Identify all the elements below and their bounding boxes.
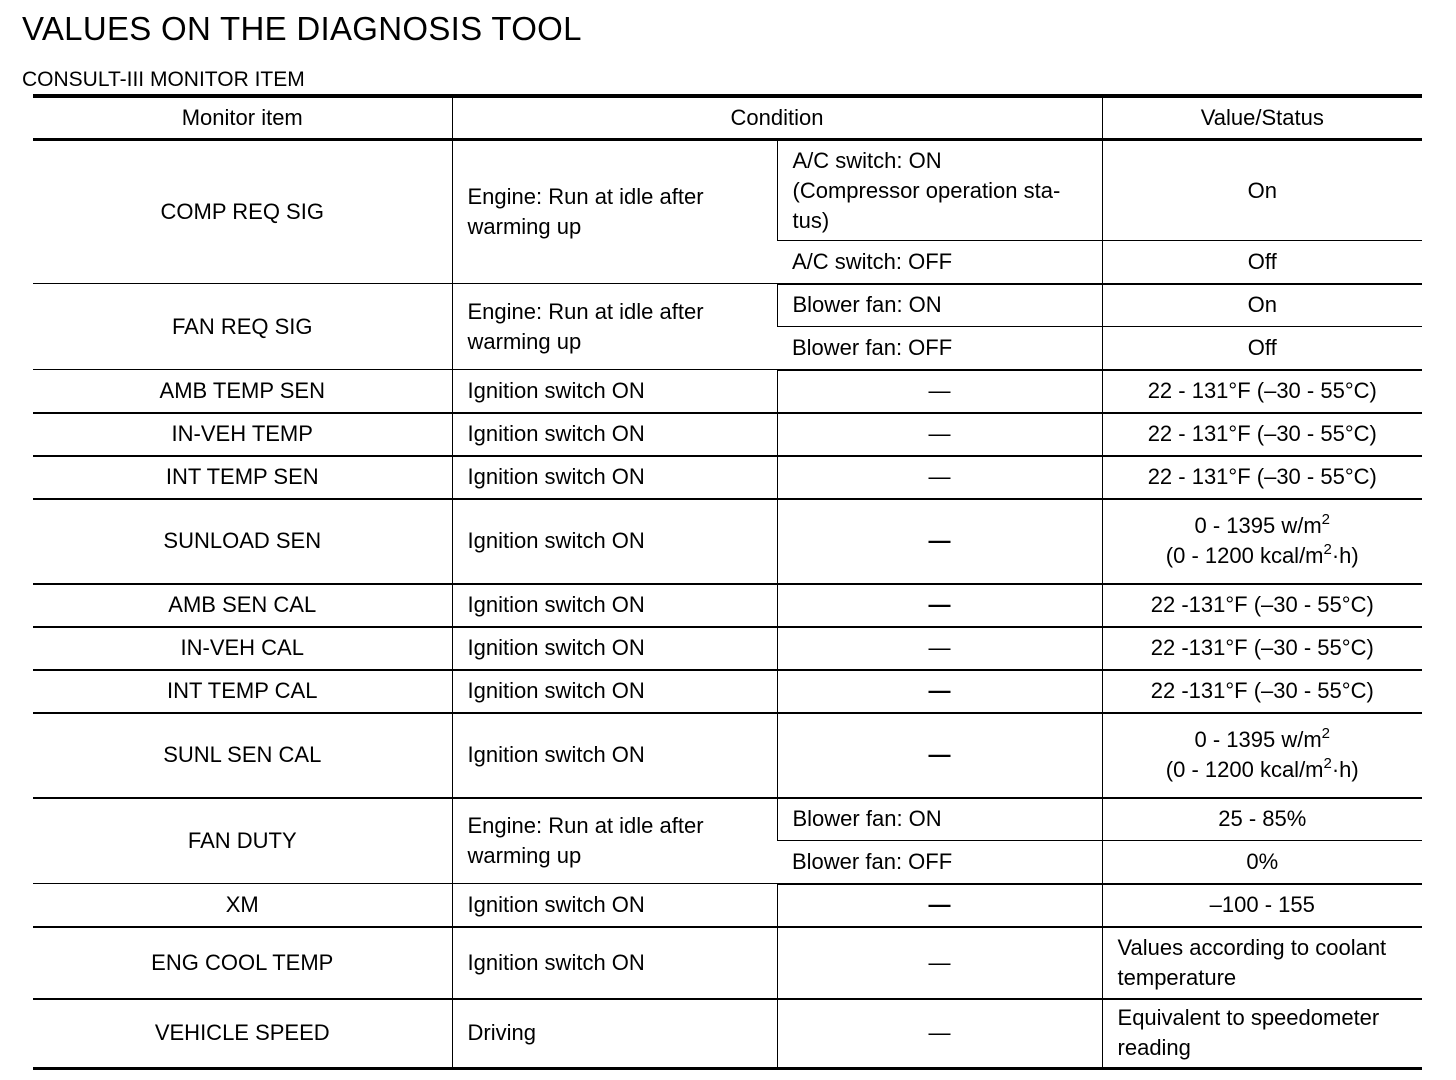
- table-row-fan-req-sig: [33, 284, 1422, 327]
- item-cell: SUNL SEN CAL: [33, 713, 452, 798]
- item-cell: XM: [33, 884, 452, 927]
- sub-condition-cell: [777, 140, 1102, 241]
- sub-condition-cell: A/C switch: OFF: [777, 241, 1102, 284]
- item-cell: IN-VEH CAL: [33, 627, 452, 670]
- condition-cell: Ignition switch ON: [452, 413, 777, 456]
- value-text: ·h): [1331, 543, 1359, 568]
- header-monitor-item: Monitor item: [33, 98, 452, 140]
- condition-cell: Engine: Run at idle after warming up: [452, 140, 777, 284]
- sub-condition-cell: —: [777, 584, 1102, 627]
- value-cell: On: [1102, 140, 1422, 241]
- condition-cell: Ignition switch ON: [452, 627, 777, 670]
- value-text: (0 - 1200 kcal/m: [1165, 543, 1324, 568]
- sub-condition-cell: —: [777, 499, 1102, 584]
- condition-cell: Ignition switch ON: [452, 670, 777, 713]
- item-cell: IN-VEH TEMP: [33, 413, 452, 456]
- section-title: CONSULT-III MONITOR ITEM: [22, 68, 305, 91]
- condition-cell: Ignition switch ON: [452, 456, 777, 499]
- sub-condition-line: (Compressor operation sta-: [792, 177, 1061, 203]
- superscript: 2: [1321, 724, 1331, 742]
- sub-condition-cell: —: [777, 627, 1102, 670]
- item-cell: INT TEMP SEN: [33, 456, 452, 499]
- value-cell: 0%: [1102, 841, 1422, 884]
- item-cell: FAN REQ SIG: [33, 284, 452, 370]
- sub-condition-cell: —: [777, 713, 1102, 798]
- sub-condition-cell: —: [777, 999, 1102, 1069]
- value-cell: Off: [1102, 327, 1422, 370]
- item-cell: ENG COOL TEMP: [33, 927, 452, 999]
- condition-cell: Ignition switch ON: [452, 584, 777, 627]
- value-cell: [1102, 499, 1422, 584]
- item-cell: INT TEMP CAL: [33, 670, 452, 713]
- sub-condition-line: tus): [792, 207, 830, 233]
- superscript: 2: [1321, 510, 1331, 528]
- item-cell: SUNLOAD SEN: [33, 499, 452, 584]
- table-row-xm: [33, 884, 1422, 927]
- value-cell: 22 - 131°F (–30 - 55°C): [1102, 413, 1422, 456]
- condition-cell: Ignition switch ON: [452, 713, 777, 798]
- value-cell: 22 -131°F (–30 - 55°C): [1102, 627, 1422, 670]
- value-text: 0 - 1395 w/m: [1194, 513, 1322, 538]
- monitor-item-table: [33, 98, 1422, 1070]
- value-cell: –100 - 155: [1102, 884, 1422, 927]
- value-text: ·h): [1331, 757, 1359, 782]
- value-text: (0 - 1200 kcal/m: [1165, 757, 1324, 782]
- item-cell: COMP REQ SIG: [33, 140, 452, 284]
- value-text: 0 - 1395 w/m: [1194, 727, 1322, 752]
- sub-condition-cell: Blower fan: ON: [777, 284, 1102, 327]
- value-line: [1118, 511, 1408, 541]
- item-cell: AMB SEN CAL: [33, 584, 452, 627]
- condition-cell: Ignition switch ON: [452, 927, 777, 999]
- table-row-amb-sen-cal: [33, 584, 1422, 627]
- superscript: 2: [1323, 754, 1332, 772]
- value-cell: 22 -131°F (–30 - 55°C): [1102, 584, 1422, 627]
- value-cell: 25 - 85%: [1102, 798, 1422, 841]
- condition-cell: Ignition switch ON: [452, 499, 777, 584]
- table-row-sunload-sen: [33, 499, 1422, 584]
- table-row-comp-req-sig: [33, 140, 1422, 241]
- condition-cell: Engine: Run at idle after warming up: [452, 284, 777, 370]
- value-cell: Equivalent to speedometer reading: [1102, 999, 1422, 1069]
- sub-condition-cell: Blower fan: ON: [777, 798, 1102, 841]
- value-cell: 22 -131°F (–30 - 55°C): [1102, 670, 1422, 713]
- condition-cell: Ignition switch ON: [452, 370, 777, 413]
- table-row-int-temp-cal: [33, 670, 1422, 713]
- item-cell: VEHICLE SPEED: [33, 999, 452, 1069]
- header-condition: Condition: [452, 98, 1102, 140]
- table-row-fan-duty: [33, 798, 1422, 841]
- value-cell: Off: [1102, 241, 1422, 284]
- item-cell: AMB TEMP SEN: [33, 370, 452, 413]
- table-row-sunl-sen-cal: [33, 713, 1422, 798]
- page-title: VALUES ON THE DIAGNOSIS TOOL: [22, 10, 582, 47]
- table-row-in-veh-temp: [33, 413, 1422, 456]
- value-cell: 22 - 131°F (–30 - 55°C): [1102, 370, 1422, 413]
- condition-cell: Engine: Run at idle after warming up: [452, 798, 777, 884]
- condition-cell: Driving: [452, 999, 777, 1069]
- header-value-status: Value/Status: [1102, 98, 1422, 140]
- value-line: [1118, 725, 1408, 755]
- sub-condition-cell: —: [777, 884, 1102, 927]
- table-row-int-temp-sen: [33, 456, 1422, 499]
- value-cell: [1102, 713, 1422, 798]
- table-row-eng-cool-temp: [33, 927, 1422, 999]
- superscript: 2: [1323, 540, 1332, 558]
- table-row-amb-temp-sen: [33, 370, 1422, 413]
- value-cell: On: [1102, 284, 1422, 327]
- sub-condition-cell: Blower fan: OFF: [777, 841, 1102, 884]
- item-cell: FAN DUTY: [33, 798, 452, 884]
- condition-cell: Ignition switch ON: [452, 884, 777, 927]
- sub-condition-cell: —: [777, 927, 1102, 999]
- sub-condition-cell: —: [777, 413, 1102, 456]
- value-cell: 22 - 131°F (–30 - 55°C): [1102, 456, 1422, 499]
- table-row-in-veh-cal: [33, 627, 1422, 670]
- sub-condition-cell: —: [777, 456, 1102, 499]
- sub-condition-cell: —: [777, 370, 1102, 413]
- sub-condition-line: A/C switch: ON: [792, 147, 942, 173]
- value-cell: Values according to coolant temperature: [1102, 927, 1422, 999]
- value-line: [1118, 755, 1408, 785]
- value-line: [1118, 541, 1408, 571]
- header-row: [33, 98, 1422, 140]
- sub-condition-cell: Blower fan: OFF: [777, 327, 1102, 370]
- sub-condition-cell: —: [777, 670, 1102, 713]
- table-row-vehicle-speed: [33, 999, 1422, 1069]
